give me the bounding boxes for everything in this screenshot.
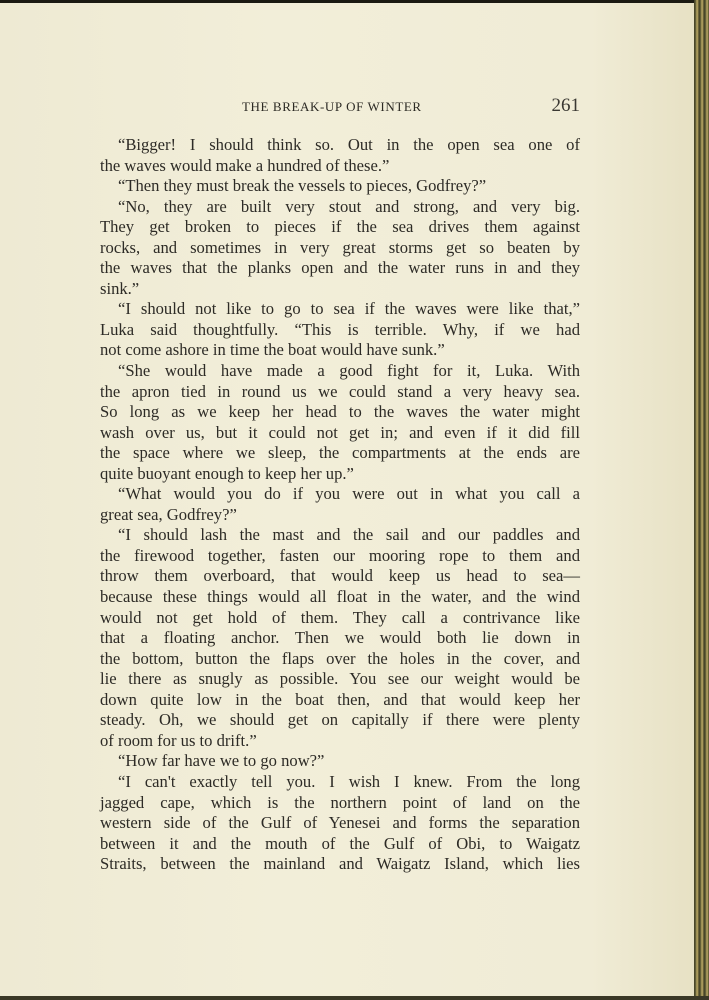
body-text	[100, 135, 580, 875]
text-line: of room for us to drift.”	[100, 730, 257, 750]
text-line: “How far have we to go now?”	[118, 751, 325, 771]
book-edge	[694, 0, 709, 1000]
page-bottom-edge	[0, 996, 709, 1000]
text-line: quite buoyant enough to keep her up.”	[100, 463, 354, 483]
text-line: the space where we sleep, the compartments at the ends are	[100, 443, 580, 463]
text-line: “Bigger! I should think so. Out in the open sea one of	[118, 135, 580, 154]
text-line: would not get hold of them. They call a contrivance like	[100, 607, 580, 627]
text-line: between it and the mouth of the Gulf of Obi, to Waigatz	[100, 833, 580, 853]
running-head: THE BREAK-UP OF WINTER	[242, 99, 422, 114]
text-line: “I should not like to go to sea if the waves were like that,”	[118, 299, 580, 319]
text-line: “Then they must break the vessels to pieces, Godfrey?”	[118, 176, 487, 196]
text-line: steady. Oh, we should get on capitally if there were plenty	[100, 710, 580, 730]
text-line: “I can't exactly tell you. I wish I knew. From the long	[118, 771, 580, 791]
text-line: “No, they are built very stout and strong, and very big.	[118, 196, 580, 216]
text-line: They get broken to pieces if the sea drives them against	[100, 217, 580, 237]
text-line: because these things would all float in the water, and the wind	[100, 587, 580, 607]
page-number: 261	[551, 95, 580, 116]
text-line: sink.”	[100, 278, 140, 298]
text-line: down quite low in the boat then, and that would keep her	[100, 689, 580, 709]
text-line: throw them overboard, that would keep us head to sea—	[100, 566, 580, 586]
text-line: not come ashore in time the boat would have sunk.”	[100, 340, 445, 360]
text-line: great sea, Godfrey?”	[100, 504, 237, 524]
text-line: the apron tied in round us we could stand a very heavy sea.	[100, 381, 580, 401]
text-line: Luka said thoughtfully. “This is terrible. Why, if we had	[100, 319, 580, 339]
text-line: So long as we keep her head to the waves the water might	[100, 402, 580, 422]
text-line: western side of the Gulf of Yenesei and forms the separation	[100, 813, 580, 833]
text-line: “I should lash the mast and the sail and our paddles and	[118, 525, 580, 545]
text-line: “What would you do if you were out in what you call a	[118, 484, 580, 504]
text-line: rocks, and sometimes in very great storms get so beaten by	[100, 237, 580, 257]
text-line: the waves that the planks open and the water runs in and they	[100, 258, 580, 278]
text-line: Straits, between the mainland and Waigatz Island, which lies	[100, 854, 580, 874]
text-line: lie there as snugly as possible. You see our weight would be	[100, 669, 580, 689]
text-line: jagged cape, which is the northern point of land on the	[100, 792, 580, 812]
text-line: the firewood together, fasten our mooring rope to them and	[100, 545, 580, 565]
text-line: the waves would make a hundred of these.”	[100, 155, 390, 175]
book-page	[0, 3, 694, 996]
text-line: wash over us, but it could not get in; and even if it did fill	[100, 422, 580, 442]
text-line: that a floating anchor. Then we would both lie down in	[100, 628, 580, 648]
page-header	[100, 95, 580, 119]
text-line: “She would have made a good fight for it, Luka. With	[118, 361, 580, 381]
text-line: the bottom, button the flaps over the holes in the cover, and	[100, 648, 580, 668]
